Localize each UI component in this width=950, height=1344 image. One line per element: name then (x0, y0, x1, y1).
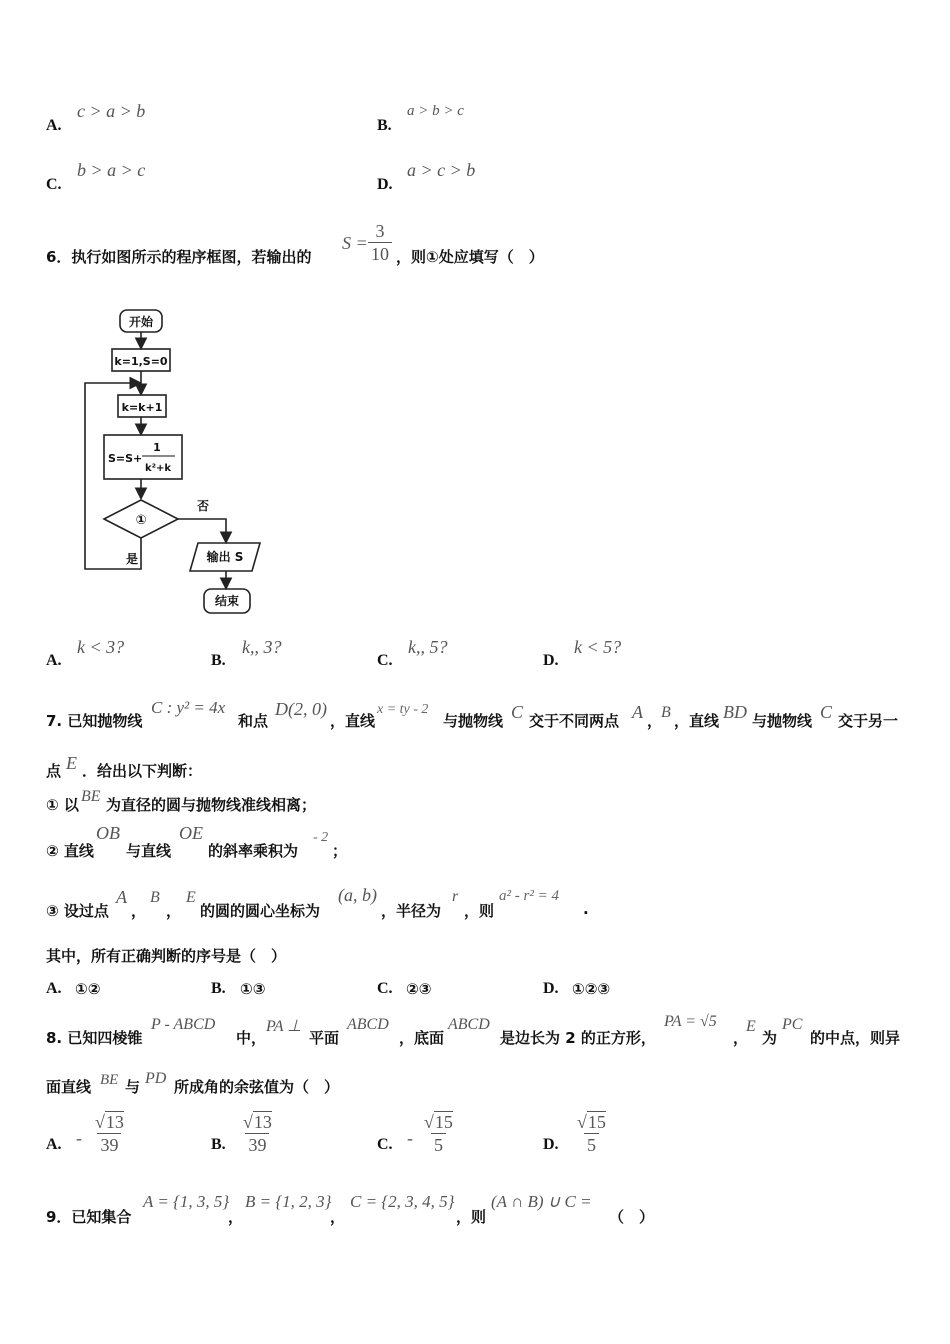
q5-option-c-expr: b > a > c (77, 160, 146, 180)
q9-math: B = {1, 2, 3} (245, 1192, 332, 1211)
q7-math: a² - r² = 4 (499, 888, 559, 904)
q8-option-a-fraction: $\frac{√13}{39}$ (95, 1112, 124, 1155)
q8-option-d-fraction: $\frac{√15}{5}$ (577, 1112, 606, 1155)
q8-option-b-den: 39 (245, 1133, 269, 1156)
q7-math: A (116, 887, 127, 907)
q7-text: 的斜率乘积为 (208, 842, 299, 860)
q8-text: ， (733, 1029, 749, 1047)
flow-incr-text: k=k+1 (121, 401, 163, 414)
flow-sum-num: 1 (153, 441, 161, 454)
q8-text: 所成角的余弦值为（ ） (174, 1078, 340, 1096)
q7-option-b-text: ①③ (240, 980, 266, 998)
flow-output-text: 输出 S (206, 550, 244, 564)
q7-math: C (820, 702, 833, 722)
q8-option-c-sign: - (407, 1128, 413, 1148)
q7-text: ，半径为 (381, 902, 442, 920)
q7-text: . (583, 900, 589, 918)
q6-option-a-label: A. (46, 652, 62, 669)
q6-option-c-expr: k,, 5? (408, 637, 448, 657)
q7-text: ，则 (464, 902, 495, 920)
q7-text: 点 (46, 762, 62, 780)
q7-math: - 2 (313, 830, 329, 845)
q7-judgement-1-text: 为直径的圆与抛物线准线相离； (106, 796, 317, 814)
q7-math: C : y² = 4x (151, 698, 226, 717)
q7-ask: 其中，所有正确判断的序号是（ ） (46, 947, 287, 965)
flow-init-text: k=1,S=0 (114, 355, 168, 368)
q8-math: PD (145, 1070, 167, 1087)
q7-math: A (632, 702, 643, 722)
q8-text: 平面 (309, 1029, 340, 1047)
q7-math: D(2, 0) (275, 699, 327, 719)
q8-option-d-den: 5 (584, 1133, 599, 1156)
q7-text: 与直线 (126, 842, 172, 860)
flow-sum-den: k²+k (144, 463, 172, 474)
q7-math: C (511, 702, 524, 722)
q8-option-c-den: 5 (431, 1133, 446, 1156)
q5-option-a-expr: c > a > b (77, 101, 146, 121)
q8-math: E (746, 1018, 756, 1035)
q6-option-b-expr: k,, 3? (242, 637, 282, 657)
q7-math: OB (96, 823, 120, 843)
q7-option-c-label: C. (377, 980, 393, 997)
q7-text: 与抛物线 (752, 712, 813, 730)
q7-math: E (186, 889, 196, 906)
q7-math: OE (179, 823, 203, 843)
q8-option-b-fraction: $\frac{√13}{39}$ (243, 1112, 272, 1155)
q8-option-c-num: 15 (434, 1112, 453, 1132)
q5-option-d-expr: a > c > b (407, 160, 476, 180)
q7-math: x = ty - 2 (377, 702, 429, 717)
q5-option-a-label: A. (46, 117, 62, 134)
q9-math: (A ∩ B) ∪ C = (491, 1192, 592, 1211)
q9-text: ， (330, 1208, 346, 1226)
q7-text: ； (332, 842, 348, 860)
q8-math: PA ⊥ (266, 1018, 302, 1035)
q9-math: C = {2, 3, 4, 5} (350, 1192, 455, 1211)
q8-text: 与 (125, 1078, 141, 1096)
q5-option-c-label: C. (46, 176, 62, 193)
q6-option-b-label: B. (211, 652, 226, 669)
q5-option-b-label: B. (377, 117, 392, 134)
q6-math-s: S = (342, 233, 368, 253)
q8-text: 8. 已知四棱锥 (46, 1029, 143, 1047)
q5-option-b-expr: a > b > c (407, 103, 464, 119)
q7-math: B (150, 889, 160, 906)
q6-fraction (368, 220, 392, 265)
q8-option-b-label: B. (211, 1136, 226, 1153)
q7-text: 交于另一 (838, 712, 899, 730)
q6-fraction-num: 3 (375, 221, 385, 241)
q8-option-d-num: 15 (587, 1112, 606, 1132)
q9-text: ，则 (456, 1208, 487, 1226)
q7-text: 的圆的圆心坐标为 (200, 902, 321, 920)
q6-stem-suffix: ，则①处应填写（ ） (396, 248, 544, 266)
q9-text: （ ） (609, 1208, 655, 1226)
q7-text: ， (131, 902, 147, 920)
q7-judgement-1: ① 以 (46, 796, 79, 814)
q7-math: E (66, 753, 77, 773)
q6-option-d-expr: k < 5? (574, 637, 622, 657)
q8-math: BE (100, 1072, 119, 1088)
q7-text: 与抛物线 (443, 712, 504, 730)
q8-option-c-fraction: $\frac{√15}{5}$ (424, 1112, 453, 1155)
q7-math: r (452, 888, 459, 905)
q9-math: A = {1, 3, 5} (143, 1192, 230, 1211)
q9-text: ， (228, 1208, 244, 1226)
q7-text: 交于不同两点 (529, 712, 620, 730)
q6-stem-prefix: 6．执行如图所示的程序框图，若输出的 (46, 248, 312, 266)
q8-option-d-label: D. (543, 1136, 559, 1153)
q7-judgement-3: ③ 设过点 (46, 902, 109, 920)
q8-math: ABCD (347, 1016, 389, 1033)
q9-text: 9．已知集合 (46, 1208, 132, 1226)
q8-math: PC (782, 1016, 803, 1033)
q8-option-c-label: C. (377, 1136, 393, 1153)
q7-judgement-2: ② 直线 (46, 842, 94, 860)
q8-text: ，底面 (399, 1029, 445, 1047)
q7-text: ， (647, 712, 663, 730)
flow-yes-label: 是 (126, 552, 139, 566)
q7-math: (a, b) (338, 885, 377, 905)
q6-option-c-label: C. (377, 652, 393, 669)
q7-text: ， (166, 902, 182, 920)
q8-option-a-num: 13 (105, 1112, 124, 1132)
q8-math: ABCD (448, 1016, 490, 1033)
q7-text: ．给出以下判断： (82, 762, 203, 780)
flow-no-label: 否 (197, 499, 210, 513)
flow-cond-text: ① (135, 513, 147, 528)
flow-arrow-no (178, 519, 226, 541)
q7-option-a-label: A. (46, 980, 62, 997)
q8-math: PA = √5 (664, 1013, 717, 1030)
q7-math: B (661, 704, 671, 721)
flow-start-text: 开始 (128, 315, 154, 329)
flow-sum-prefix: S=S+ (108, 452, 143, 465)
q7-option-b-label: B. (211, 980, 226, 997)
q6-flowchart (80, 305, 280, 620)
q7-text: ，直线 (330, 712, 376, 730)
q7-text: ，直线 (674, 712, 720, 730)
q7-text: 7. 已知抛物线 (46, 712, 143, 730)
q5-option-d-label: D. (377, 176, 393, 193)
q7-math: BD (723, 702, 747, 722)
q8-text: 中， (236, 1029, 267, 1047)
q7-option-a-text: ①② (75, 980, 101, 998)
q8-math: P - ABCD (151, 1016, 216, 1033)
q7-text: 和点 (238, 712, 269, 730)
q7-option-d-text: ①②③ (572, 980, 611, 998)
q8-text: 的中点，则异 (810, 1029, 901, 1047)
q6-option-a-expr: k < 3? (77, 637, 125, 657)
q8-text: 面直线 (46, 1078, 92, 1096)
q6-fraction-den: 10 (368, 242, 392, 265)
q8-option-a-sign: - (76, 1128, 82, 1148)
q8-option-b-num: 13 (253, 1112, 272, 1132)
q8-text: 是边长为 2 的正方形， (500, 1029, 656, 1047)
q7-math: BE (81, 788, 101, 805)
q7-option-c-text: ②③ (406, 980, 432, 998)
q8-option-a-den: 39 (97, 1133, 121, 1156)
q8-text: 为 (762, 1029, 778, 1047)
q7-option-d-label: D. (543, 980, 559, 997)
flow-end-text: 结束 (214, 594, 240, 608)
q8-option-a-label: A. (46, 1136, 62, 1153)
q6-option-d-label: D. (543, 652, 559, 669)
